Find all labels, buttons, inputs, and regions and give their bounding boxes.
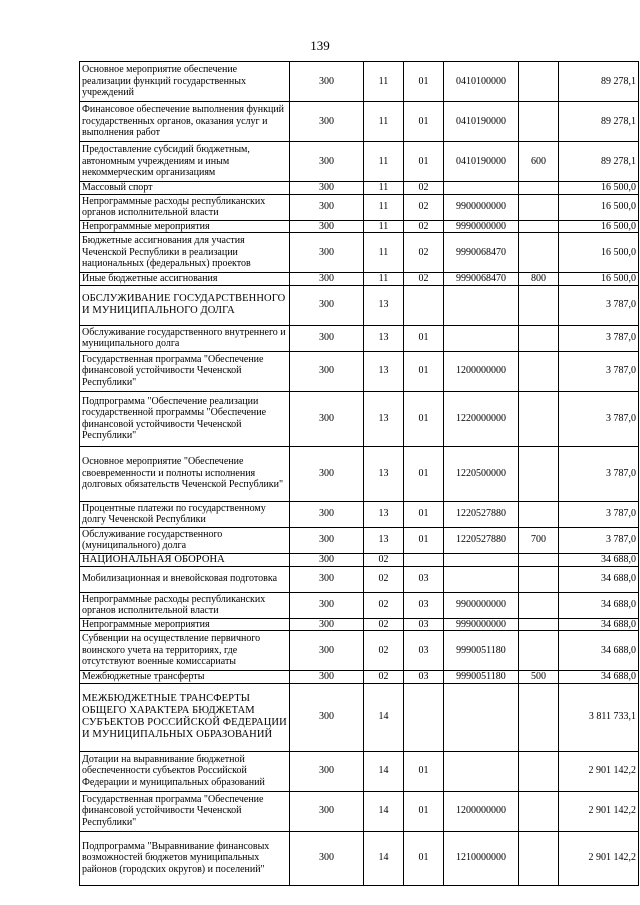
row-vr xyxy=(519,618,559,631)
table-row xyxy=(80,791,639,831)
row-pr: 01 xyxy=(404,62,444,102)
row-name: Непрограммные мероприятия xyxy=(80,618,290,631)
row-csr: 9900000000 xyxy=(444,592,519,618)
page-number: 139 xyxy=(310,38,330,53)
row-name: Государственная программа "Обеспечение финансовой устойчивости Чеченской Республики" xyxy=(80,791,290,831)
table-row xyxy=(80,618,639,631)
row-pr: 02 xyxy=(404,273,444,286)
row-ved: 300 xyxy=(290,446,364,501)
row-vr xyxy=(519,683,559,751)
row-rz: 11 xyxy=(364,233,404,273)
row-rz: 13 xyxy=(364,285,404,325)
table-row xyxy=(80,102,639,142)
row-vr xyxy=(519,233,559,273)
row-csr: 9990051180 xyxy=(444,631,519,671)
row-ved: 300 xyxy=(290,182,364,195)
row-ved: 300 xyxy=(290,233,364,273)
table-row xyxy=(80,391,639,446)
row-ved: 300 xyxy=(290,273,364,286)
row-rz: 02 xyxy=(364,631,404,671)
row-csr: 1220500000 xyxy=(444,446,519,501)
row-sum: 3 787,0 xyxy=(559,391,639,446)
row-name: Непрограммные расходы республиканских органов исполнительной власти xyxy=(80,592,290,618)
row-ved: 300 xyxy=(290,285,364,325)
row-ved: 300 xyxy=(290,142,364,182)
row-sum: 3 787,0 xyxy=(559,446,639,501)
table-row xyxy=(80,683,639,751)
row-vr xyxy=(519,62,559,102)
row-pr: 01 xyxy=(404,527,444,553)
table-row xyxy=(80,182,639,195)
row-sum: 16 500,0 xyxy=(559,194,639,220)
row-pr: 01 xyxy=(404,142,444,182)
row-sum: 3 787,0 xyxy=(559,325,639,351)
row-ved: 300 xyxy=(290,683,364,751)
row-sum: 34 688,0 xyxy=(559,618,639,631)
row-name: Подпрограмма "Выравнивание финансовых возможностей бюджетов муниципальных районов (городских округов) и поселений" xyxy=(80,831,290,885)
row-csr: 1220527880 xyxy=(444,501,519,527)
row-ved: 300 xyxy=(290,751,364,791)
row-name: ОБСЛУЖИВАНИЕ ГОСУДАРСТВЕННОГО И МУНИЦИПАЛЬНОГО ДОЛГА xyxy=(80,285,290,325)
row-vr xyxy=(519,102,559,142)
row-name: Процентные платежи по государственному долгу Чеченской Республики xyxy=(80,501,290,527)
row-sum: 2 901 142,2 xyxy=(559,831,639,885)
row-rz: 02 xyxy=(364,566,404,592)
table-row xyxy=(80,446,639,501)
row-rz: 11 xyxy=(364,273,404,286)
row-vr xyxy=(519,553,559,566)
row-sum: 16 500,0 xyxy=(559,273,639,286)
row-sum: 89 278,1 xyxy=(559,142,639,182)
row-ved: 300 xyxy=(290,831,364,885)
row-csr xyxy=(444,553,519,566)
row-pr: 01 xyxy=(404,325,444,351)
row-sum: 34 688,0 xyxy=(559,553,639,566)
row-vr xyxy=(519,325,559,351)
row-csr: 0410190000 xyxy=(444,102,519,142)
row-vr xyxy=(519,182,559,195)
row-name: НАЦИОНАЛЬНАЯ ОБОРОНА xyxy=(80,553,290,566)
row-ved: 300 xyxy=(290,391,364,446)
row-rz: 02 xyxy=(364,592,404,618)
table-row xyxy=(80,631,639,671)
row-vr xyxy=(519,446,559,501)
row-name: Предоставление субсидий бюджетным, автономным учреждениям и иным некоммерческим организациям xyxy=(80,142,290,182)
row-pr xyxy=(404,285,444,325)
row-vr xyxy=(519,631,559,671)
table-row xyxy=(80,351,639,391)
row-csr xyxy=(444,751,519,791)
row-name: Бюджетные ассигнования для участия Чеченской Республики в реализации национальных (федеральных) проектов xyxy=(80,233,290,273)
row-sum: 16 500,0 xyxy=(559,182,639,195)
row-pr xyxy=(404,553,444,566)
row-sum: 2 901 142,2 xyxy=(559,751,639,791)
row-vr xyxy=(519,391,559,446)
row-name: Обслуживание государственного (муниципального) долга xyxy=(80,527,290,553)
row-csr: 1220527880 xyxy=(444,527,519,553)
row-rz: 14 xyxy=(364,751,404,791)
row-pr: 01 xyxy=(404,791,444,831)
row-name: Подпрограмма "Обеспечение реализации государственной программы "Обеспечение финансовой устойчивости Чеченской Республики" xyxy=(80,391,290,446)
row-csr: 1210000000 xyxy=(444,831,519,885)
row-ved: 300 xyxy=(290,62,364,102)
row-ved: 300 xyxy=(290,102,364,142)
row-name: Непрограммные расходы республиканских органов исполнительной власти xyxy=(80,194,290,220)
row-sum: 34 688,0 xyxy=(559,592,639,618)
row-name: Мобилизационная и вневойсковая подготовка xyxy=(80,566,290,592)
row-csr: 9990000000 xyxy=(444,618,519,631)
row-csr xyxy=(444,566,519,592)
table-row xyxy=(80,194,639,220)
row-rz: 11 xyxy=(364,102,404,142)
row-rz: 11 xyxy=(364,62,404,102)
table-row xyxy=(80,527,639,553)
row-csr: 9990068470 xyxy=(444,273,519,286)
row-pr: 03 xyxy=(404,671,444,684)
row-pr: 02 xyxy=(404,182,444,195)
row-rz: 14 xyxy=(364,831,404,885)
row-csr: 1200000000 xyxy=(444,351,519,391)
row-rz: 14 xyxy=(364,683,404,751)
row-pr: 02 xyxy=(404,220,444,233)
row-ved: 300 xyxy=(290,618,364,631)
row-pr: 01 xyxy=(404,102,444,142)
row-vr: 600 xyxy=(519,142,559,182)
row-vr xyxy=(519,592,559,618)
row-vr xyxy=(519,285,559,325)
row-sum: 89 278,1 xyxy=(559,62,639,102)
row-name: Основное мероприятие обеспечение реализации функций государственных учреждений xyxy=(80,62,290,102)
table-row xyxy=(80,592,639,618)
row-vr xyxy=(519,501,559,527)
row-vr: 700 xyxy=(519,527,559,553)
row-sum: 16 500,0 xyxy=(559,220,639,233)
row-name: Иные бюджетные ассигнования xyxy=(80,273,290,286)
row-name: Финансовое обеспечение выполнения функций государственных органов, оказания услуг и выполнения работ xyxy=(80,102,290,142)
row-sum: 3 811 733,1 xyxy=(559,683,639,751)
row-name: Непрограммные мероприятия xyxy=(80,220,290,233)
row-rz: 13 xyxy=(364,351,404,391)
row-vr xyxy=(519,566,559,592)
table-row xyxy=(80,273,639,286)
table-row xyxy=(80,233,639,273)
row-rz: 13 xyxy=(364,501,404,527)
row-vr xyxy=(519,194,559,220)
row-vr xyxy=(519,831,559,885)
row-name: Дотации на выравнивание бюджетной обеспеченности субъектов Российской Федерации и муниципальных образований xyxy=(80,751,290,791)
row-pr: 03 xyxy=(404,631,444,671)
table-row xyxy=(80,325,639,351)
row-rz: 14 xyxy=(364,791,404,831)
table-row xyxy=(80,62,639,102)
row-pr: 01 xyxy=(404,351,444,391)
row-ved: 300 xyxy=(290,566,364,592)
row-rz: 11 xyxy=(364,194,404,220)
row-csr xyxy=(444,325,519,351)
table-row xyxy=(80,142,639,182)
row-sum: 34 688,0 xyxy=(559,671,639,684)
row-rz: 13 xyxy=(364,325,404,351)
row-pr: 01 xyxy=(404,501,444,527)
table-row xyxy=(80,566,639,592)
row-pr: 02 xyxy=(404,233,444,273)
row-vr xyxy=(519,351,559,391)
row-pr: 03 xyxy=(404,566,444,592)
row-vr: 800 xyxy=(519,273,559,286)
row-sum: 3 787,0 xyxy=(559,351,639,391)
table-row xyxy=(80,671,639,684)
row-pr: 01 xyxy=(404,391,444,446)
budget-table xyxy=(79,61,639,886)
row-name: Основное мероприятие "Обеспечение своевременности и полноты исполнения долговых обязательств Чеченской Республики" xyxy=(80,446,290,501)
row-sum: 3 787,0 xyxy=(559,285,639,325)
row-rz: 02 xyxy=(364,671,404,684)
table-row xyxy=(80,501,639,527)
row-csr: 1200000000 xyxy=(444,791,519,831)
row-csr: 9990000000 xyxy=(444,220,519,233)
row-vr xyxy=(519,751,559,791)
row-ved: 300 xyxy=(290,671,364,684)
row-csr: 1220000000 xyxy=(444,391,519,446)
row-csr xyxy=(444,285,519,325)
row-vr xyxy=(519,791,559,831)
row-ved: 300 xyxy=(290,527,364,553)
row-ved: 300 xyxy=(290,631,364,671)
row-sum: 89 278,1 xyxy=(559,102,639,142)
row-rz: 02 xyxy=(364,618,404,631)
row-name: МЕЖБЮДЖЕТНЫЕ ТРАНСФЕРТЫ ОБЩЕГО ХАРАКТЕРА БЮДЖЕТАМ СУБЪЕКТОВ РОССИЙСКОЙ ФЕДЕРАЦИИ И МУНИЦИПАЛЬНЫХ ОБРАЗОВАНИЙ xyxy=(80,683,290,751)
row-pr: 01 xyxy=(404,446,444,501)
row-ved: 300 xyxy=(290,553,364,566)
row-ved: 300 xyxy=(290,501,364,527)
row-sum: 2 901 142,2 xyxy=(559,791,639,831)
row-csr: 9900000000 xyxy=(444,194,519,220)
table-body xyxy=(80,62,639,886)
row-pr: 03 xyxy=(404,618,444,631)
row-sum: 34 688,0 xyxy=(559,566,639,592)
table-row xyxy=(80,220,639,233)
row-pr: 03 xyxy=(404,592,444,618)
row-pr: 01 xyxy=(404,831,444,885)
row-pr: 01 xyxy=(404,751,444,791)
row-rz: 02 xyxy=(364,553,404,566)
table-row xyxy=(80,831,639,885)
row-ved: 300 xyxy=(290,351,364,391)
row-sum: 34 688,0 xyxy=(559,631,639,671)
row-csr: 9990068470 xyxy=(444,233,519,273)
row-pr: 02 xyxy=(404,194,444,220)
row-pr xyxy=(404,683,444,751)
row-rz: 13 xyxy=(364,391,404,446)
table-row xyxy=(80,553,639,566)
row-ved: 300 xyxy=(290,194,364,220)
row-vr: 500 xyxy=(519,671,559,684)
row-name: Государственная программа "Обеспечение финансовой устойчивости Чеченской Республики" xyxy=(80,351,290,391)
row-csr xyxy=(444,683,519,751)
row-sum: 3 787,0 xyxy=(559,527,639,553)
row-vr xyxy=(519,220,559,233)
row-ved: 300 xyxy=(290,791,364,831)
row-name: Обслуживание государственного внутреннего и муниципального долга xyxy=(80,325,290,351)
row-csr: 0410100000 xyxy=(444,62,519,102)
row-rz: 11 xyxy=(364,182,404,195)
row-csr xyxy=(444,182,519,195)
row-name: Субвенции на осуществление первичного воинского учета на территориях, где отсутствуют военные комиссариаты xyxy=(80,631,290,671)
table-row xyxy=(80,751,639,791)
row-sum: 3 787,0 xyxy=(559,501,639,527)
row-ved: 300 xyxy=(290,325,364,351)
row-csr: 9990051180 xyxy=(444,671,519,684)
row-rz: 13 xyxy=(364,527,404,553)
row-rz: 11 xyxy=(364,220,404,233)
table-row xyxy=(80,285,639,325)
row-name: Межбюджетные трансферты xyxy=(80,671,290,684)
row-rz: 11 xyxy=(364,142,404,182)
row-sum: 16 500,0 xyxy=(559,233,639,273)
row-rz: 13 xyxy=(364,446,404,501)
row-ved: 300 xyxy=(290,220,364,233)
row-ved: 300 xyxy=(290,592,364,618)
row-csr: 0410190000 xyxy=(444,142,519,182)
row-name: Массовый спорт xyxy=(80,182,290,195)
